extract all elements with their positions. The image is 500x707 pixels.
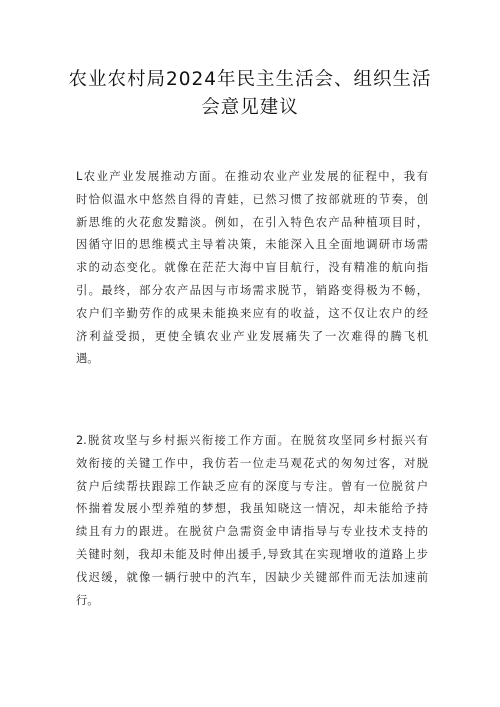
title-line: 会意见建议: [201, 97, 299, 118]
paragraph-line: 引。最终，部分农产品因与市场需求脱节，销路变得极为不畅，: [76, 283, 428, 297]
paragraph-line: 求的动态变化。就像在茫茫大海中盲目航行，没有精准的航向指: [76, 261, 428, 275]
paragraph-agriculture-industry: [76, 166, 428, 371]
paragraph-line: 济利益受损，更使全镇农业产业发展痛失了一次难得的腾飞机: [76, 329, 428, 343]
paragraph-line: 续且有力的跟进。在脱贫户急需资金申请指导与专业技术支持的: [76, 525, 428, 539]
paragraph-line: 2.脱贫攻坚与乡村振兴衔接工作方面。在脱贫攻坚同乡村振兴有: [76, 434, 428, 447]
paragraph-line: 怀揣着发展小型养殖的梦想，我虽知晓这一情况，却未能给予持: [76, 502, 428, 516]
document-title: [60, 66, 440, 122]
paragraph-line: 伐迟缓，就像一辆行驶中的汽车，因缺少关键部件而无法加速前: [76, 570, 428, 584]
paragraph-line: 因循守旧的思维模式主导着决策，未能深入且全面地调研市场需: [76, 238, 428, 252]
paragraph-line: 新思维的火花愈发黯淡。例如，在引入特色农产品种植项目时，: [76, 215, 428, 229]
paragraph-line: 贫户后续帮扶跟踪工作缺乏应有的深度与专注。曾有一位脱贫户: [76, 479, 428, 493]
paragraph-line: 时恰似温水中悠然自得的青蛙，已然习惯了按部就班的节奏，创: [76, 192, 428, 206]
paragraph-poverty-alleviation: [76, 430, 428, 612]
paragraph-line: 遇。: [76, 352, 99, 366]
title-line: 农业农村局2024年民主生活会、组织生活: [68, 69, 432, 90]
paragraph-line: 效衔接的关键工作中，我仿若一位走马观花式的匆匆过客，对脱: [76, 456, 428, 470]
paragraph-line: 关键时刻，我却未能及时伸出援手,导致其在实现增收的道路上步: [76, 547, 428, 561]
paragraph-line: 农户们辛勤劳作的成果未能换来应有的收益，这不仅让农户的经: [76, 306, 428, 320]
paragraph-line: L农业产业发展推动方面。在推动农业产业发展的征程中，我有: [76, 170, 428, 183]
paragraph-line: 行。: [76, 593, 99, 607]
